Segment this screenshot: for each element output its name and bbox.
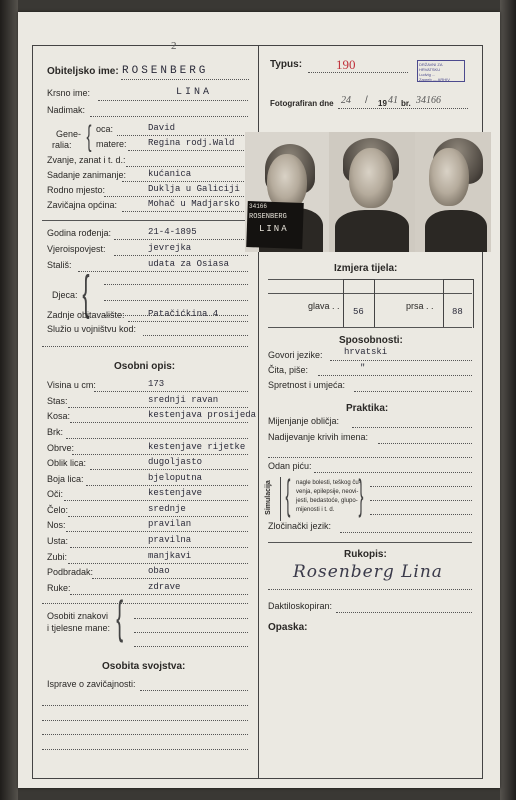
last-residence-label: Zadnje obitavalište:: [47, 310, 125, 320]
face-shape: [429, 148, 469, 206]
simulation-text-2: venja, epilepsije, neovi-: [296, 489, 359, 495]
head-label: glava . .: [308, 301, 340, 311]
mouth-label: Usta:: [47, 536, 69, 546]
given-name-line: [98, 100, 248, 101]
photographed-year-prefix: 19: [378, 99, 387, 108]
surname-value: ROSENBERG: [122, 65, 209, 77]
current-job-value: kućanica: [148, 169, 192, 179]
read-write-line: [318, 375, 472, 376]
surname-label: Obiteljsko ime:: [47, 66, 119, 77]
practices-bottom-line: [268, 542, 472, 543]
head-box: [343, 279, 375, 328]
current-job-label: Sadanje zanimanje:: [47, 170, 127, 180]
build-value: srednji ravan: [148, 395, 219, 405]
measurements-title: Izmjera tijela:: [334, 263, 398, 274]
complexion-line: [86, 485, 248, 486]
teeth-value: manjkavi: [148, 551, 192, 561]
simulation-line-1: [370, 486, 472, 487]
nickname-line: [90, 116, 248, 117]
face-shape-line: [90, 469, 248, 470]
skills-line: [354, 391, 472, 392]
height-label: Visina u cm:: [47, 380, 96, 390]
simulation-text-3: jesti, bedastoće, glupo-: [296, 498, 358, 504]
mother-line: [128, 150, 248, 151]
practices-line-extra: [268, 457, 472, 458]
current-job-line: [122, 181, 248, 182]
caption-line-3: 34166: [249, 203, 268, 210]
build-label: Stas:: [47, 396, 68, 406]
simulation-line-3: [370, 514, 472, 515]
mouth-line: [70, 547, 248, 548]
simulation-brace: {: [285, 471, 291, 518]
nickname-label: Nadimak:: [47, 105, 86, 115]
photo-number: 34166: [416, 95, 441, 106]
marks-line-3: [134, 646, 248, 647]
typus-value: 190: [336, 57, 356, 72]
father-value: David: [148, 123, 176, 133]
height-line: [94, 391, 248, 392]
chest-label: prsa . .: [406, 301, 434, 311]
photographed-month: /: [365, 95, 368, 106]
hair-value: kestenjava prosijeda: [148, 410, 257, 420]
nose-line: [66, 531, 248, 532]
eyes-value: kestenjave: [148, 488, 203, 498]
practices-title: Praktika:: [346, 403, 389, 414]
occupation-label: Zvanje, zanat i t. d.:: [47, 155, 126, 165]
page-number: 2: [171, 40, 177, 52]
marital-status-label: Stališ:: [47, 260, 72, 270]
police-record-card: [18, 12, 500, 788]
documents-line-3: [42, 720, 248, 721]
simulation-text-1: nagle bolesti, teškog ču-: [296, 480, 361, 486]
eyebrows-line: [72, 454, 248, 455]
languages-label: Govori jezike:: [268, 350, 323, 360]
home-municipality-value: Mohač u Madjarsko: [148, 199, 240, 209]
given-name-label: Krsno ime:: [47, 88, 91, 98]
documents-line-4: [42, 734, 248, 735]
mugshot-front: [329, 132, 415, 252]
chin-value: obao: [148, 566, 170, 576]
signature: Rosenberg Lina: [293, 562, 443, 582]
special-marks-label-2: i tjelesne mane:: [47, 623, 111, 633]
birth-year-value: 21-4-1895: [148, 227, 197, 237]
surname-line: [121, 79, 249, 80]
mother-value: Regina rodj.Wald: [148, 138, 235, 148]
simulation-text-4: mijenosti i t. d.: [296, 507, 335, 513]
simulation-vertical-label: Simulacija: [264, 480, 272, 515]
coat-shape: [425, 210, 487, 252]
photographed-day: 24: [341, 95, 351, 106]
moustache-line: [66, 438, 248, 439]
marital-status-line: [78, 271, 248, 272]
generalia-label-1: Gene-: [56, 129, 82, 139]
children-line-1: [104, 284, 248, 285]
scanner-edge-right: [500, 0, 516, 800]
home-municipality-line: [122, 211, 248, 212]
given-name-value: LINA: [176, 87, 213, 98]
face-shape-value: dugoljasto: [148, 457, 203, 467]
build-line: [68, 407, 248, 408]
handwriting-title: Rukopis:: [344, 549, 387, 560]
teeth-label: Zubi:: [47, 552, 68, 562]
typus-label: Typus:: [270, 59, 303, 70]
religion-line: [114, 255, 248, 256]
section-divider: [42, 220, 248, 221]
children-label: Djeca:: [52, 290, 78, 300]
father-line: [117, 135, 248, 136]
forehead-label: Čelo:: [47, 505, 69, 515]
measurements-line-bottom: [268, 327, 472, 328]
chest-box: [443, 279, 474, 328]
teeth-line: [68, 563, 248, 564]
typus-line: [308, 72, 408, 73]
military-service-line: [143, 335, 248, 336]
occupation-line: [126, 166, 248, 167]
photographed-line: [338, 108, 468, 109]
photographed-year: 41: [388, 95, 398, 106]
forehead-line: [68, 516, 248, 517]
special-marks-brace: {: [116, 591, 124, 643]
skills-label: Spretnost i umjeća:: [268, 380, 346, 390]
children-brace: {: [82, 267, 90, 320]
archive-stamp: [417, 60, 465, 82]
read-write-value: ": [360, 363, 366, 373]
children-line-2: [104, 300, 248, 301]
remark-label: Opaska:: [268, 622, 308, 633]
religion-label: Vjeroispovjest:: [47, 244, 106, 254]
birthplace-line: [104, 196, 248, 197]
chin-line: [92, 578, 248, 579]
fingerprinted-label: Daktiloskopiran:: [268, 601, 333, 611]
simulation-line-2: [370, 500, 472, 501]
disguise-line: [352, 427, 472, 428]
documents-line-1: [140, 690, 248, 691]
marks-line-2: [134, 632, 248, 633]
forehead-value: srednje: [148, 504, 186, 514]
marks-line-1: [134, 618, 248, 619]
eyebrows-label: Obrve:: [47, 443, 75, 453]
complexion-label: Boja lica:: [47, 474, 84, 484]
birthplace-value: Duklja u Galiciji: [148, 184, 240, 194]
traits-title: Osobita svojstva:: [102, 661, 186, 672]
documents-line-2: [42, 705, 248, 706]
eyes-label: Oči:: [47, 489, 64, 499]
military-service-line-2: [42, 346, 248, 347]
chest-value: 88: [452, 307, 463, 317]
mouth-value: pravilna: [148, 535, 192, 545]
complexion-value: bjeloputna: [148, 473, 203, 483]
head-value: 56: [353, 307, 364, 317]
disguise-label: Mijenjanje obličja:: [268, 416, 340, 426]
hands-value: zdrave: [148, 582, 181, 592]
special-marks-label-1: Osobiti znakovi: [47, 611, 109, 621]
last-residence-line: [128, 321, 248, 322]
scanner-edge-left: [0, 0, 18, 800]
marks-line-0: [42, 603, 248, 604]
generalia-label-2: ralia:: [52, 140, 72, 150]
description-title: Osobni opis:: [114, 361, 176, 372]
mugshot-profile-right: [415, 132, 491, 252]
eyes-line: [64, 500, 248, 501]
eyebrows-value: kestenjave rijetke: [148, 442, 246, 452]
drinking-line: [314, 472, 472, 473]
chin-label: Podbradak:: [47, 567, 94, 577]
criminal-language-label: Zločinački jezik:: [268, 521, 332, 531]
birth-year-line: [114, 239, 248, 240]
photographed-label: Fotografiran dne: [270, 99, 334, 108]
caption-line-1: ROSENBERG: [249, 213, 287, 221]
birthplace-label: Rodno mjesto:: [47, 185, 106, 195]
coat-shape: [335, 210, 409, 252]
false-names-line: [378, 443, 472, 444]
false-names-label: Nadijevanje krivih imena:: [268, 432, 369, 442]
moustache-label: Brk:: [47, 427, 64, 437]
caption-line-2: LINA: [259, 224, 289, 234]
stamp-line-1: DRŽAVNI ZA HRVATSKU: [419, 62, 443, 72]
birth-year-label: Godina rođenja:: [47, 228, 112, 238]
signature-line: [268, 589, 472, 590]
face-shape-label: Oblik lica:: [47, 458, 87, 468]
face-shape: [349, 148, 393, 208]
military-service-label: Služio u vojništvu kod:: [47, 324, 137, 334]
hair-label: Kosa:: [47, 411, 71, 421]
simulation-brace-right: }: [358, 471, 364, 518]
languages-line: [330, 360, 472, 361]
photo-number-label: br.: [401, 99, 411, 108]
hair-line: [70, 422, 248, 423]
height-value: 173: [148, 379, 165, 389]
nose-label: Nos:: [47, 520, 66, 530]
last-residence-value: Patačićkina 4: [148, 309, 219, 319]
documents-line-5: [42, 749, 248, 750]
stamp-line-2: Ludvig ...: [419, 72, 436, 77]
stamp-line-3: Zagreb — ARHIV: [419, 77, 450, 82]
criminal-language-line: [340, 532, 472, 533]
documents-label: Isprave o zavičajnosti:: [47, 679, 136, 689]
read-write-label: Čita, piše:: [268, 365, 309, 375]
religion-value: jevrejka: [148, 243, 192, 253]
mother-label: matere:: [96, 139, 127, 149]
abilities-title: Sposobnosti:: [339, 335, 403, 346]
marital-status-value: udata za Osiasa: [148, 259, 230, 269]
father-label: oca:: [96, 124, 114, 134]
hands-label: Ruke:: [47, 583, 71, 593]
drinking-label: Odan piću:: [268, 461, 312, 471]
fingerprinted-line: [336, 612, 472, 613]
generalia-brace: {: [86, 120, 92, 153]
languages-value: hrvatski: [344, 347, 388, 357]
home-municipality-label: Zavičajna općina:: [47, 200, 118, 210]
hands-line: [70, 594, 248, 595]
nose-value: pravilan: [148, 519, 192, 529]
mugshot-profile-left: [245, 132, 329, 252]
